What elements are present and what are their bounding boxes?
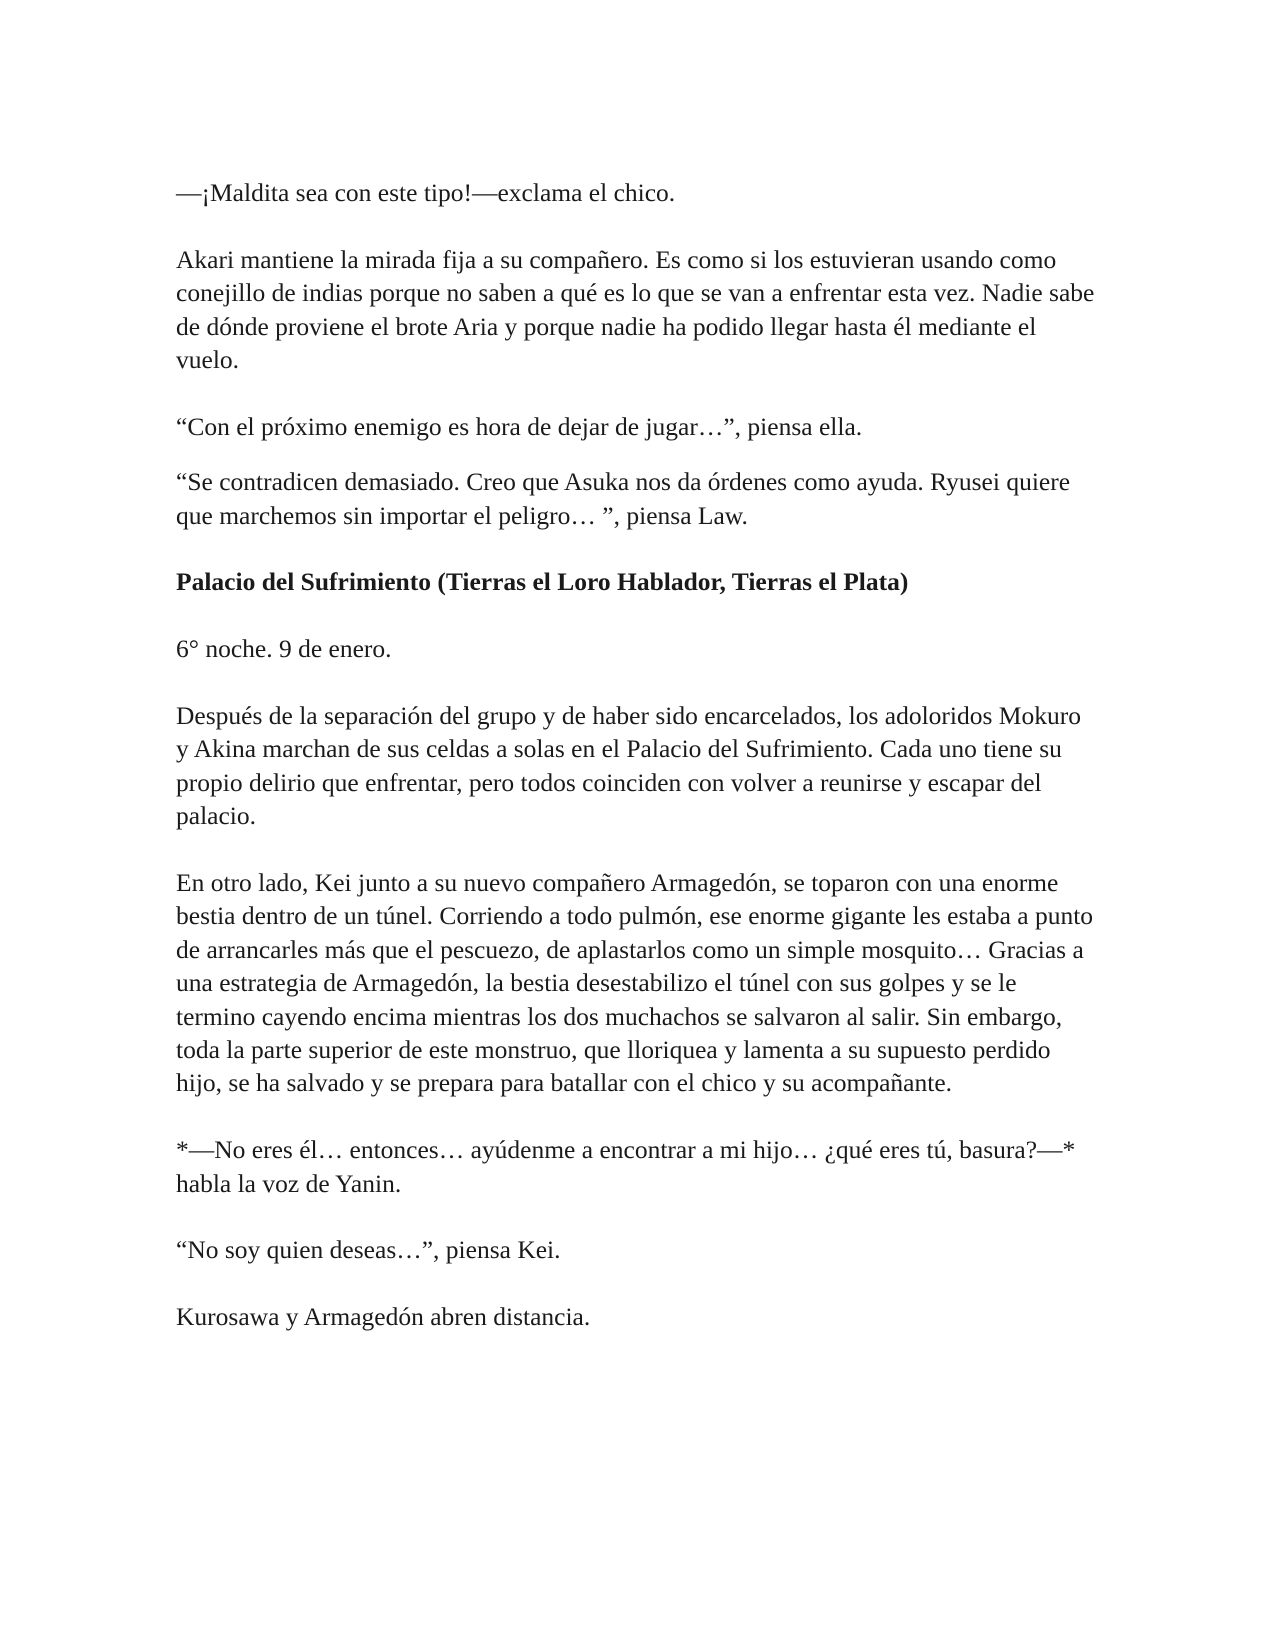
paragraph-distance: Kurosawa y Armagedón abren distancia. [176, 1302, 591, 1332]
paragraph-date: 6° noche. 9 de enero. [176, 634, 392, 664]
paragraph-yanin-voice: *—No eres él… entonces… ayúdenme a encontrar a mi hijo… ¿qué eres tú, basura?—* habla la voz de Yanin. [176, 1135, 1076, 1198]
paragraph-thought-law: “Se contradicen demasiado. Creo que Asuka nos da órdenes como ayuda. Ryusei quiere que marchemos sin importar el peligro… ”, piensa Law. [176, 467, 1071, 530]
document-page [176, 176, 1096, 1334]
paragraph-thought-kei: “No soy quien deseas…”, piensa Kei. [176, 1235, 561, 1265]
paragraph-exclamation: —¡Maldita sea con este tipo!—exclama el chico. [176, 178, 676, 207]
paragraph-akari: Akari mantiene la mirada fija a su compañero. Es como si los estuvieran usando como conejillo de indias porque no saben a qué es lo que se van a enfrentar esta vez. Nadie sabe de dónde proviene el brote Aria y porque nadie ha podido llegar hasta él mediante el vuelo. [176, 244, 1095, 375]
paragraph-separation: Después de la separación del grupo y de haber sido encarcelados, los adoloridos Mokuro y Akina marchan de sus celdas a solas en el Palacio del Sufrimiento. Cada uno tiene su propio delirio que enfrentar, pero todos coinciden con volver a reunirse y escapar del palacio. [176, 701, 1081, 831]
paragraph-kei-tunnel: En otro lado, Kei junto a su nuevo compañero Armagedón, se toparon con una enorme bestia dentro de un túnel. Corriendo a todo pulmón, ese enorme gigante les estaba a punto de arrancarles más que el pescuezo, de aplastarlos como un simple mosquito… Gracias a una estrategia de Armagedón, la bestia desestabilizo el túnel con sus golpes y se le termino cayendo encima mientras los dos muchachos se salvaron al salir. Sin embargo, toda la parte superior de este monstruo, que lloriquea y lamenta a su supuesto perdido hijo, se ha salvado y se prepara para batallar con el chico y su acompañante. [176, 868, 1094, 1098]
paragraph-thought-ella: “Con el próximo enemigo es hora de dejar de jugar…”, piensa ella. [176, 411, 863, 441]
section-heading: Palacio del Sufrimiento (Tierras el Loro Hablador, Tierras el Plata) [176, 567, 909, 597]
